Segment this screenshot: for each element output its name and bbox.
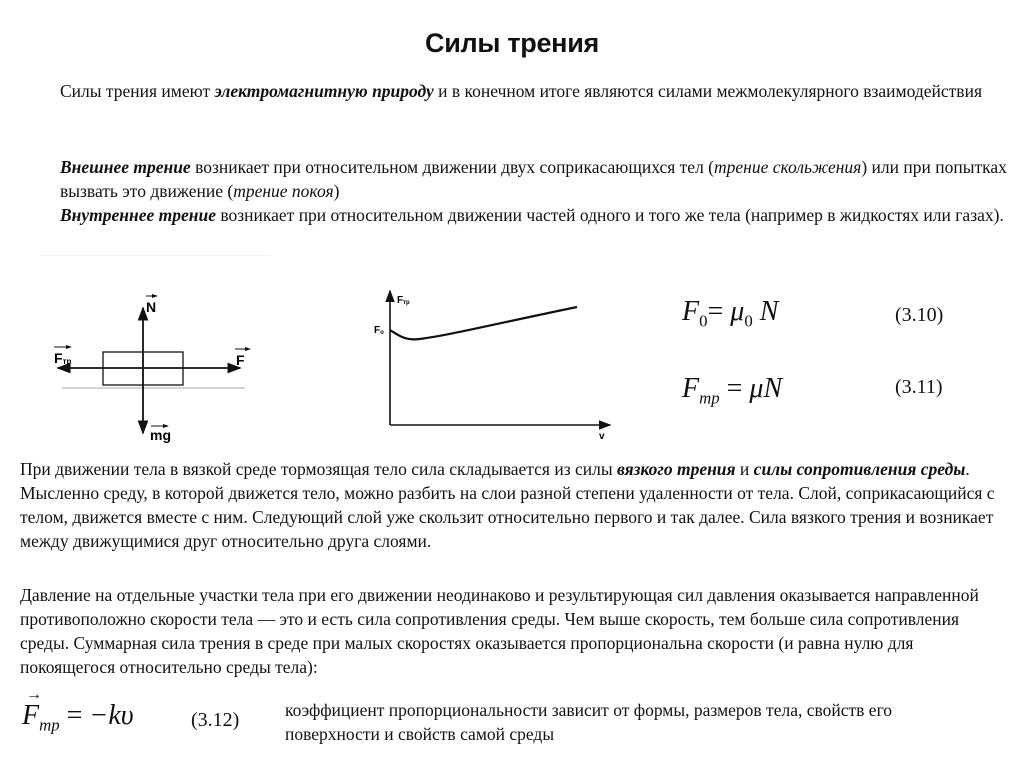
- y-axis-label: Fтр: [397, 295, 410, 306]
- medium-resistance-term: силы сопротивления среды: [753, 459, 966, 479]
- formula-number-3-10: (3.10): [895, 304, 944, 326]
- pressure-paragraph: Давление на отдельные участки тела при его движении неодинаково и результирующая сил давления оказывается направленной противоположно скорости тела — это и есть сила сопротивления среды. Чем выше скорость, тем больше сила сопротивления среды. Суммарная сила трения в среде при малых скоростях оказывается пропорциональна скорости (и равна нулю для покоящегося относительно среды тела):: [20, 585, 979, 677]
- static-friction-tick-label: Fо: [374, 325, 384, 336]
- internal-friction-term: Внутреннее трение: [60, 205, 216, 225]
- text: При движении тела в вязкой среде тормозящая тело сила складывается из силы: [20, 459, 617, 479]
- formula-3-11: $F_{mp} = \mu N$: [682, 373, 783, 408]
- friction-velocity-graph: [360, 283, 620, 443]
- external-friction-term: Внешнее трение: [60, 157, 191, 177]
- emphasis-text: электромагнитную природу: [214, 81, 434, 101]
- text: и в конечном итоге являются силами межмолекулярного взаимодействия: [433, 81, 982, 101]
- formula-3-10: $F_0= \mu_0$ N: [682, 296, 779, 331]
- divider: [40, 255, 270, 256]
- friction-force-label: Fтр: [54, 350, 72, 366]
- formula-number-3-12: (3.12): [191, 709, 240, 731]
- formula-number-3-11: (3.11): [895, 376, 943, 398]
- text: ) или при попытках вызвать это движение (: [60, 157, 1007, 201]
- viscous-friction-term: вязкого трения: [616, 459, 736, 479]
- text: ): [333, 181, 340, 201]
- friction-types-paragraph: [60, 155, 1010, 227]
- gravity-force-label: mg: [150, 427, 171, 443]
- text: возникает при относительном движении двух соприкасающихся тел (: [190, 157, 715, 177]
- normal-force-label: N: [146, 299, 157, 315]
- friction-curve: [390, 307, 577, 339]
- x-axis-label: v: [599, 431, 605, 442]
- text: . Мысленно среду, в которой движется тело, можно разбить на слои разной степени удаленности от тела. Слой, соприкасающийся с телом, движется вместе с ним. Следующий слой уже скользит относительно первого и так далее. Сила вязкого трения и возникает между движущимися друг относительно друга слоями.: [20, 459, 995, 551]
- slide-title: Силы трения: [425, 28, 599, 58]
- sliding-friction-term: трение скольжения: [714, 157, 862, 177]
- intro-paragraph: [60, 79, 1010, 103]
- formula-3-12: → $F_{mp} = -k\upsilon$: [22, 686, 134, 735]
- static-friction-term: трение покоя: [233, 181, 334, 201]
- text: возникает при относительном движении частей одного и того же тела (например в жидкостях или газах).: [215, 205, 1004, 225]
- text: Силы трения имеют: [60, 81, 215, 101]
- applied-force-label: F: [236, 352, 245, 368]
- force-diagram: [40, 283, 280, 448]
- viscous-medium-paragraph: [20, 457, 1010, 553]
- text: и: [735, 459, 754, 479]
- coefficient-note: коэффициент пропорциональности зависит от формы, размеров тела, свойств его поверхности и свойств самой среды: [285, 700, 893, 744]
